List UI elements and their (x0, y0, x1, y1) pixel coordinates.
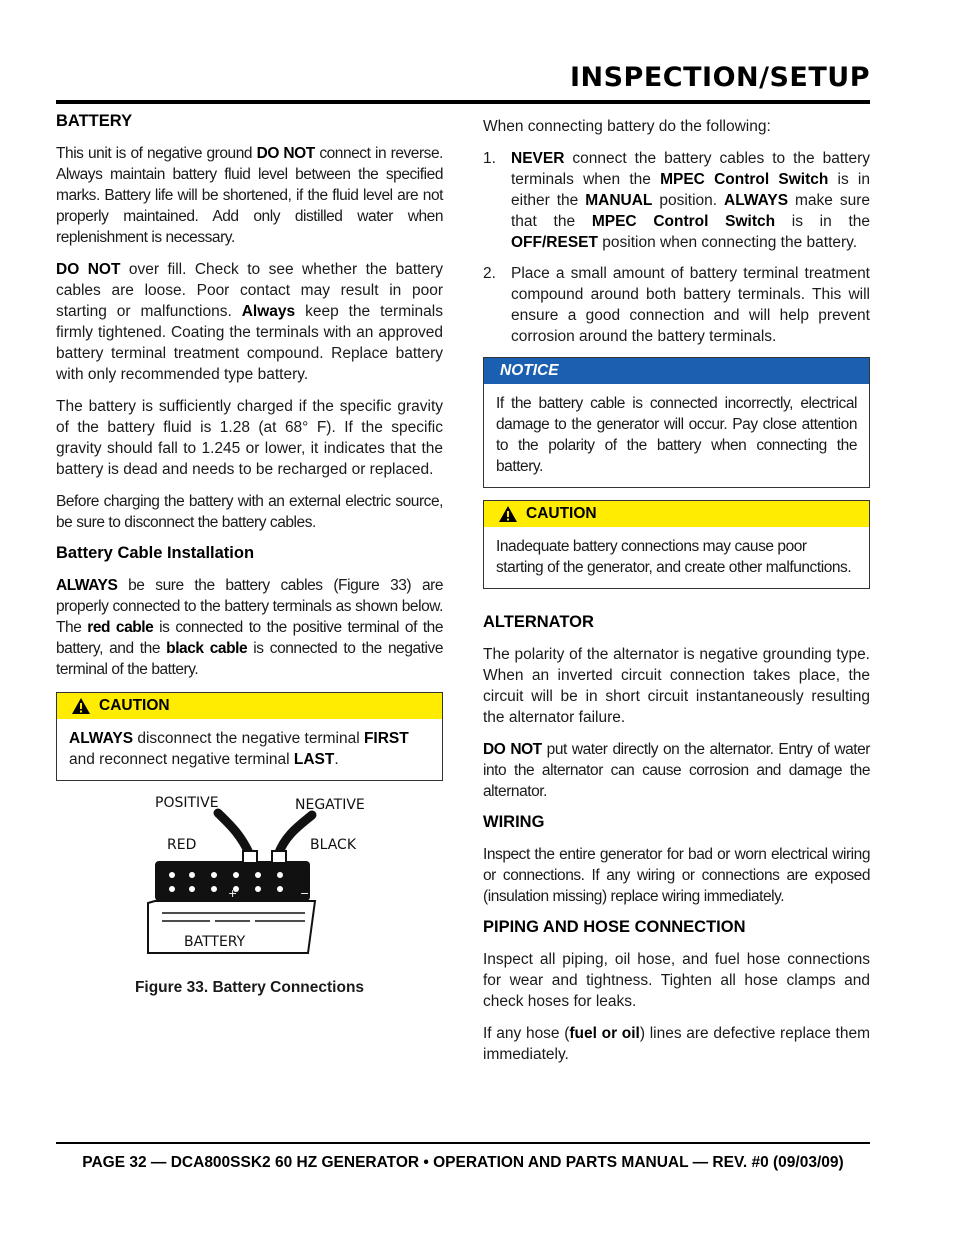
alternator-paragraph-2: DO NOT put water directly on the alternator. Entry of water into the alternator can cause corrosion and damage the alternator. (483, 741, 870, 800)
svg-text:+: + (227, 887, 237, 900)
caution-label: CAUTION (526, 505, 597, 522)
red-cable (218, 813, 250, 855)
battery-figure (56, 793, 443, 997)
caution-body: ALWAYS disconnect the negative terminal FIRST and reconnect negative terminal LAST. (69, 730, 409, 768)
red-label: RED (166, 837, 196, 853)
cable-paragraph: ALWAYS be sure the battery cables (Figure 33) are properly connected to the battery terminals as shown below. The red cable is connected to the positive terminal of the battery, and the black cable is connected to the negative terminal of the battery. (56, 577, 444, 678)
black-cable (278, 815, 312, 855)
header-rule (56, 100, 870, 104)
page-footer: PAGE 32 — DCA800SSK2 60 HZ GENERATOR • OPERATION AND PARTS MANUAL — REV. #0 (09/03/09) (82, 1154, 844, 1171)
positive-label: POSITIVE (154, 795, 219, 811)
battery-heading: BATTERY (56, 112, 133, 130)
negative-label: NEGATIVE (294, 797, 365, 813)
notice-body: If the battery cable is connected incorrectly, electrical damage to the generator will occur. Pay close attention to the polarity of the battery when connecting the battery. (496, 395, 857, 475)
battery-illustration (100, 793, 400, 968)
figure-caption: Figure 33. Battery Connections (134, 979, 365, 996)
step-2: 2. Place a small amount of battery terminal treatment compound around both battery terminals. This will ensure a good connection and will help prevent corrosion around the battery terminals. (483, 265, 870, 345)
battery-paragraph-1: This unit is of negative ground DO NOT connect in reverse. Always maintain battery fluid level between the specified marks. Battery life will be shortened, if the fluid level are not properly maintained. Add only distilled water when replenishment is necessary. (56, 145, 444, 246)
battery-label: BATTERY (183, 934, 245, 950)
alternator-heading: ALTERNATOR (483, 613, 594, 631)
caution-label: CAUTION (99, 697, 170, 714)
connect-steps (483, 148, 870, 347)
piping-heading: PIPING AND HOSE CONNECTION (483, 918, 746, 936)
notice-label: NOTICE (500, 362, 559, 379)
wiring-heading: WIRING (483, 813, 545, 831)
page-title: INSPECTION/SETUP (569, 62, 870, 93)
black-label: BLACK (309, 837, 356, 853)
caution-body: Inadequate battery connections may cause poor starting of the generator, and create other malfunctions. (496, 538, 852, 576)
footer-rule (56, 1142, 870, 1144)
notice-box (483, 357, 870, 488)
caution-header (57, 693, 442, 719)
caution-box-right (483, 500, 870, 589)
caution-header (484, 501, 869, 527)
wiring-paragraph: Inspect the entire generator for bad or worn electrical wiring or connections. If any wiring or connections are exposed (insulation missing) replace wiring immediately. (483, 846, 870, 905)
battery-paragraph-2: DO NOT over fill. Check to see whether the battery cables are loose. Poor contact may result in poor starting or malfunctions. Always keep the terminals firmly tightened. Coating the terminals with an approved battery terminal treatment compound. Replace battery with only recommended type battery. (56, 261, 443, 383)
warning-triangle-icon (498, 505, 518, 523)
cable-installation-heading: Battery Cable Installation (56, 544, 255, 562)
warning-triangle-icon (71, 697, 91, 715)
alternator-paragraph-1: The polarity of the alternator is negative grounding type. When an inverted circuit connection takes place, the circuit will be in short circuit instantaneously resulting the alternator failure. (483, 646, 870, 726)
caution-box-left (56, 692, 443, 781)
step-1: 1. NEVER connect the battery cables to the battery terminals when the MPEC Control Switch is in either the MANUAL position. ALWAYS make sure that the MPEC Control Switch is in the OFF/RESET position when connecting the battery. (483, 150, 871, 251)
left-column (56, 112, 443, 997)
notice-header (484, 358, 869, 384)
battery-paragraph-4: Before charging the battery with an external electric source, be sure to disconnect the battery cables. (56, 493, 443, 531)
piping-paragraph-2: If any hose (fuel or oil) lines are defective replace them immediately. (483, 1025, 871, 1063)
connect-intro: When connecting battery do the following: (483, 118, 771, 135)
svg-text:−: − (299, 887, 309, 900)
piping-paragraph-1: Inspect all piping, oil hose, and fuel hose connections for wear and tightness. Tighten all hose clamps and check hoses for leaks. (483, 951, 870, 1010)
battery-paragraph-3: The battery is sufficiently charged if the specific gravity of the battery fluid is 1.28 (at 68° F). If the specific gravity should fall to 1.245 or lower, it indicates that the battery is dead and needs to be recharged or replaced. (56, 398, 443, 478)
right-column (483, 116, 870, 1076)
